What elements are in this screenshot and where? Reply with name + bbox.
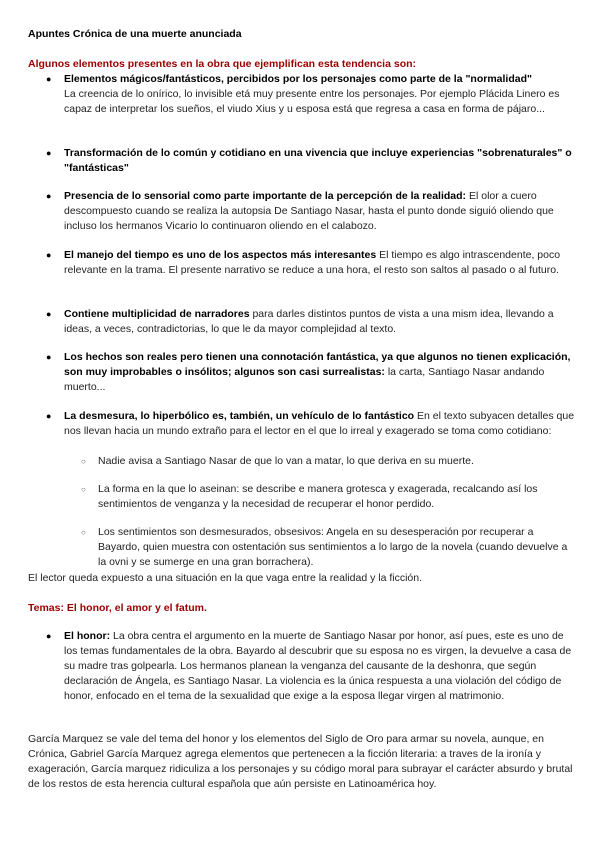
bullet-text: para darles distintos puntos de vista a una mism idea, llevando a ideas, a veces, contradictorias, lo que le da mayor complejidad al texto. xyxy=(64,308,554,335)
bullet-text: El tiempo es algo intrascendente, poco relevante en la trama. El presente narrativo se reduce a una hora, el resto son saltos al pasado o al futuro. xyxy=(64,249,561,276)
sub-list-text: Los sentimientos son desmesurados, obsesivos: Angela en su desesperación por recuperar a Bayardo, quien muestra con ostentación sus sentimientos a lo largo de la novela (cuando devuelve a la ovni y se sumerge en una gran borrachera). xyxy=(98,526,568,568)
bullet-text: la carta, Santiago Nasar andando muerto... xyxy=(64,366,545,393)
bullet-item xyxy=(46,350,576,395)
sub-list-text: Nadie avisa a Santiago Nasar de que lo van a matar, lo que deriva en su muerte. xyxy=(98,455,474,467)
closing-paragraph-2: García Marquez se vale del tema del honor y los elementos del Siglo de Oro para armar su novela, aunque, en Crónica, Gabriel García Marquez agrega elementos que pertenecen a la ficción literaria: a traves de la ironía y exageración, García marquez ridiculiza a los personajes y su código moral para subrayar el carácter absurdo y brutal de los restos de esta herencia cultural española que aún persiste en Latinoamérica hoy. xyxy=(28,733,573,790)
section-heading-temas: Temas: El honor, el amor y el fatum. xyxy=(28,602,207,614)
bullet-bold: Transformación de lo común y cotidiano en una vivencia que incluye experiencias "sobrenaturales" o "fantásticas" xyxy=(64,147,572,174)
bullet-bold: Los hechos son reales pero tienen una connotación fantástica, ya que algunos no tienen explicación, son muy improbables o insólitos; algunos son casi surrealistas: xyxy=(64,351,571,378)
bullet-item xyxy=(46,409,576,439)
bullet-bold: Presencia de lo sensorial como parte importante de la percepción de la realidad: xyxy=(64,190,467,202)
bullet-item xyxy=(46,248,576,278)
circle-bullet-icon: ○ xyxy=(81,457,86,466)
document-title: Apuntes Crónica de una muerte anunciada xyxy=(28,28,242,40)
section-heading-elementos: Algunos elementos presentes en la obra que ejemplifican esta tendencia son: xyxy=(28,58,417,70)
bullet-item-honor xyxy=(46,629,576,704)
bullet-bold: La desmesura, lo hiperbólico es, también, un vehículo de lo fantástico xyxy=(64,410,415,422)
bullet-bold: Contiene multiplicidad de narradores xyxy=(64,308,250,320)
bullet-icon: ● xyxy=(46,148,52,158)
bullet-text: En el texto subyacen detalles que nos llevan hacia un mundo extraño para el lector en el que lo irreal y exagerado se toma como cotidiano: xyxy=(64,410,575,437)
bullet-icon: ● xyxy=(46,411,52,421)
bullet-text: La creencia de lo onírico, lo invisible etá muy presente entre los personajes. Por ejemplo Plácida Linero es capaz de interpretar los sueños, el viudo Xius y u esposa está que regresa a casa en forma de pájaro... xyxy=(64,88,560,115)
sub-list-item xyxy=(81,525,576,570)
bullet-icon: ● xyxy=(46,250,52,260)
bullet-text: La obra centra el argumento en la muerte de Santiago Nasar por honor, así pues, este es uno de los temas fundamentales de la obra. Bayardo al descubrir que su esposa no es virgen, la devuelve a casa de su madre tras golpearla. Los hermanos planean la venganza del causante de la deshonra, que según declaración de Ángela, es Santiago Nasar. La violencia es la única respuesta a una violación del código de honor, enfocado en el tema de la sexualidad que exige a la esposa llegar virgen al matrimonio. xyxy=(64,630,572,702)
circle-bullet-icon: ○ xyxy=(81,485,86,494)
bullet-bold: Elementos mágicos/fantásticos, percibidos por los personajes como parte de la "normalidad" xyxy=(64,73,532,85)
sub-list-item xyxy=(81,454,576,469)
bullet-bold: El honor: xyxy=(64,630,111,642)
bullet-icon: ● xyxy=(46,352,52,362)
bullet-icon: ● xyxy=(46,631,52,641)
bullet-item xyxy=(46,72,576,117)
bullet-icon: ● xyxy=(46,309,52,319)
bullet-bold: El manejo del tiempo es uno de los aspectos más interesantes xyxy=(64,249,377,261)
bullet-icon: ● xyxy=(46,74,52,84)
bullet-item xyxy=(46,307,576,337)
circle-bullet-icon: ○ xyxy=(81,528,86,537)
closing-paragraph-1: El lector queda expuesto a una situación en la que vaga entre la realidad y la ficción. xyxy=(28,572,423,584)
bullet-item xyxy=(46,146,576,176)
bullet-icon: ● xyxy=(46,191,52,201)
sub-list-item xyxy=(81,482,576,512)
sub-list-text: La forma en la que lo aseinan: se describe e manera grotesca y exagerada, recalcando así los sentimientos de venganza y la necesidad de recuperar el honor perdido. xyxy=(98,483,538,510)
bullet-text: El olor a cuero descompuesto cuando se realiza la autopsia De Santiago Nasar, hasta el punto donde siguió oliendo que incluso los hermanos Vicario lo continuaron oliendo en el calabozo. xyxy=(64,190,554,232)
bullet-item xyxy=(46,189,576,234)
